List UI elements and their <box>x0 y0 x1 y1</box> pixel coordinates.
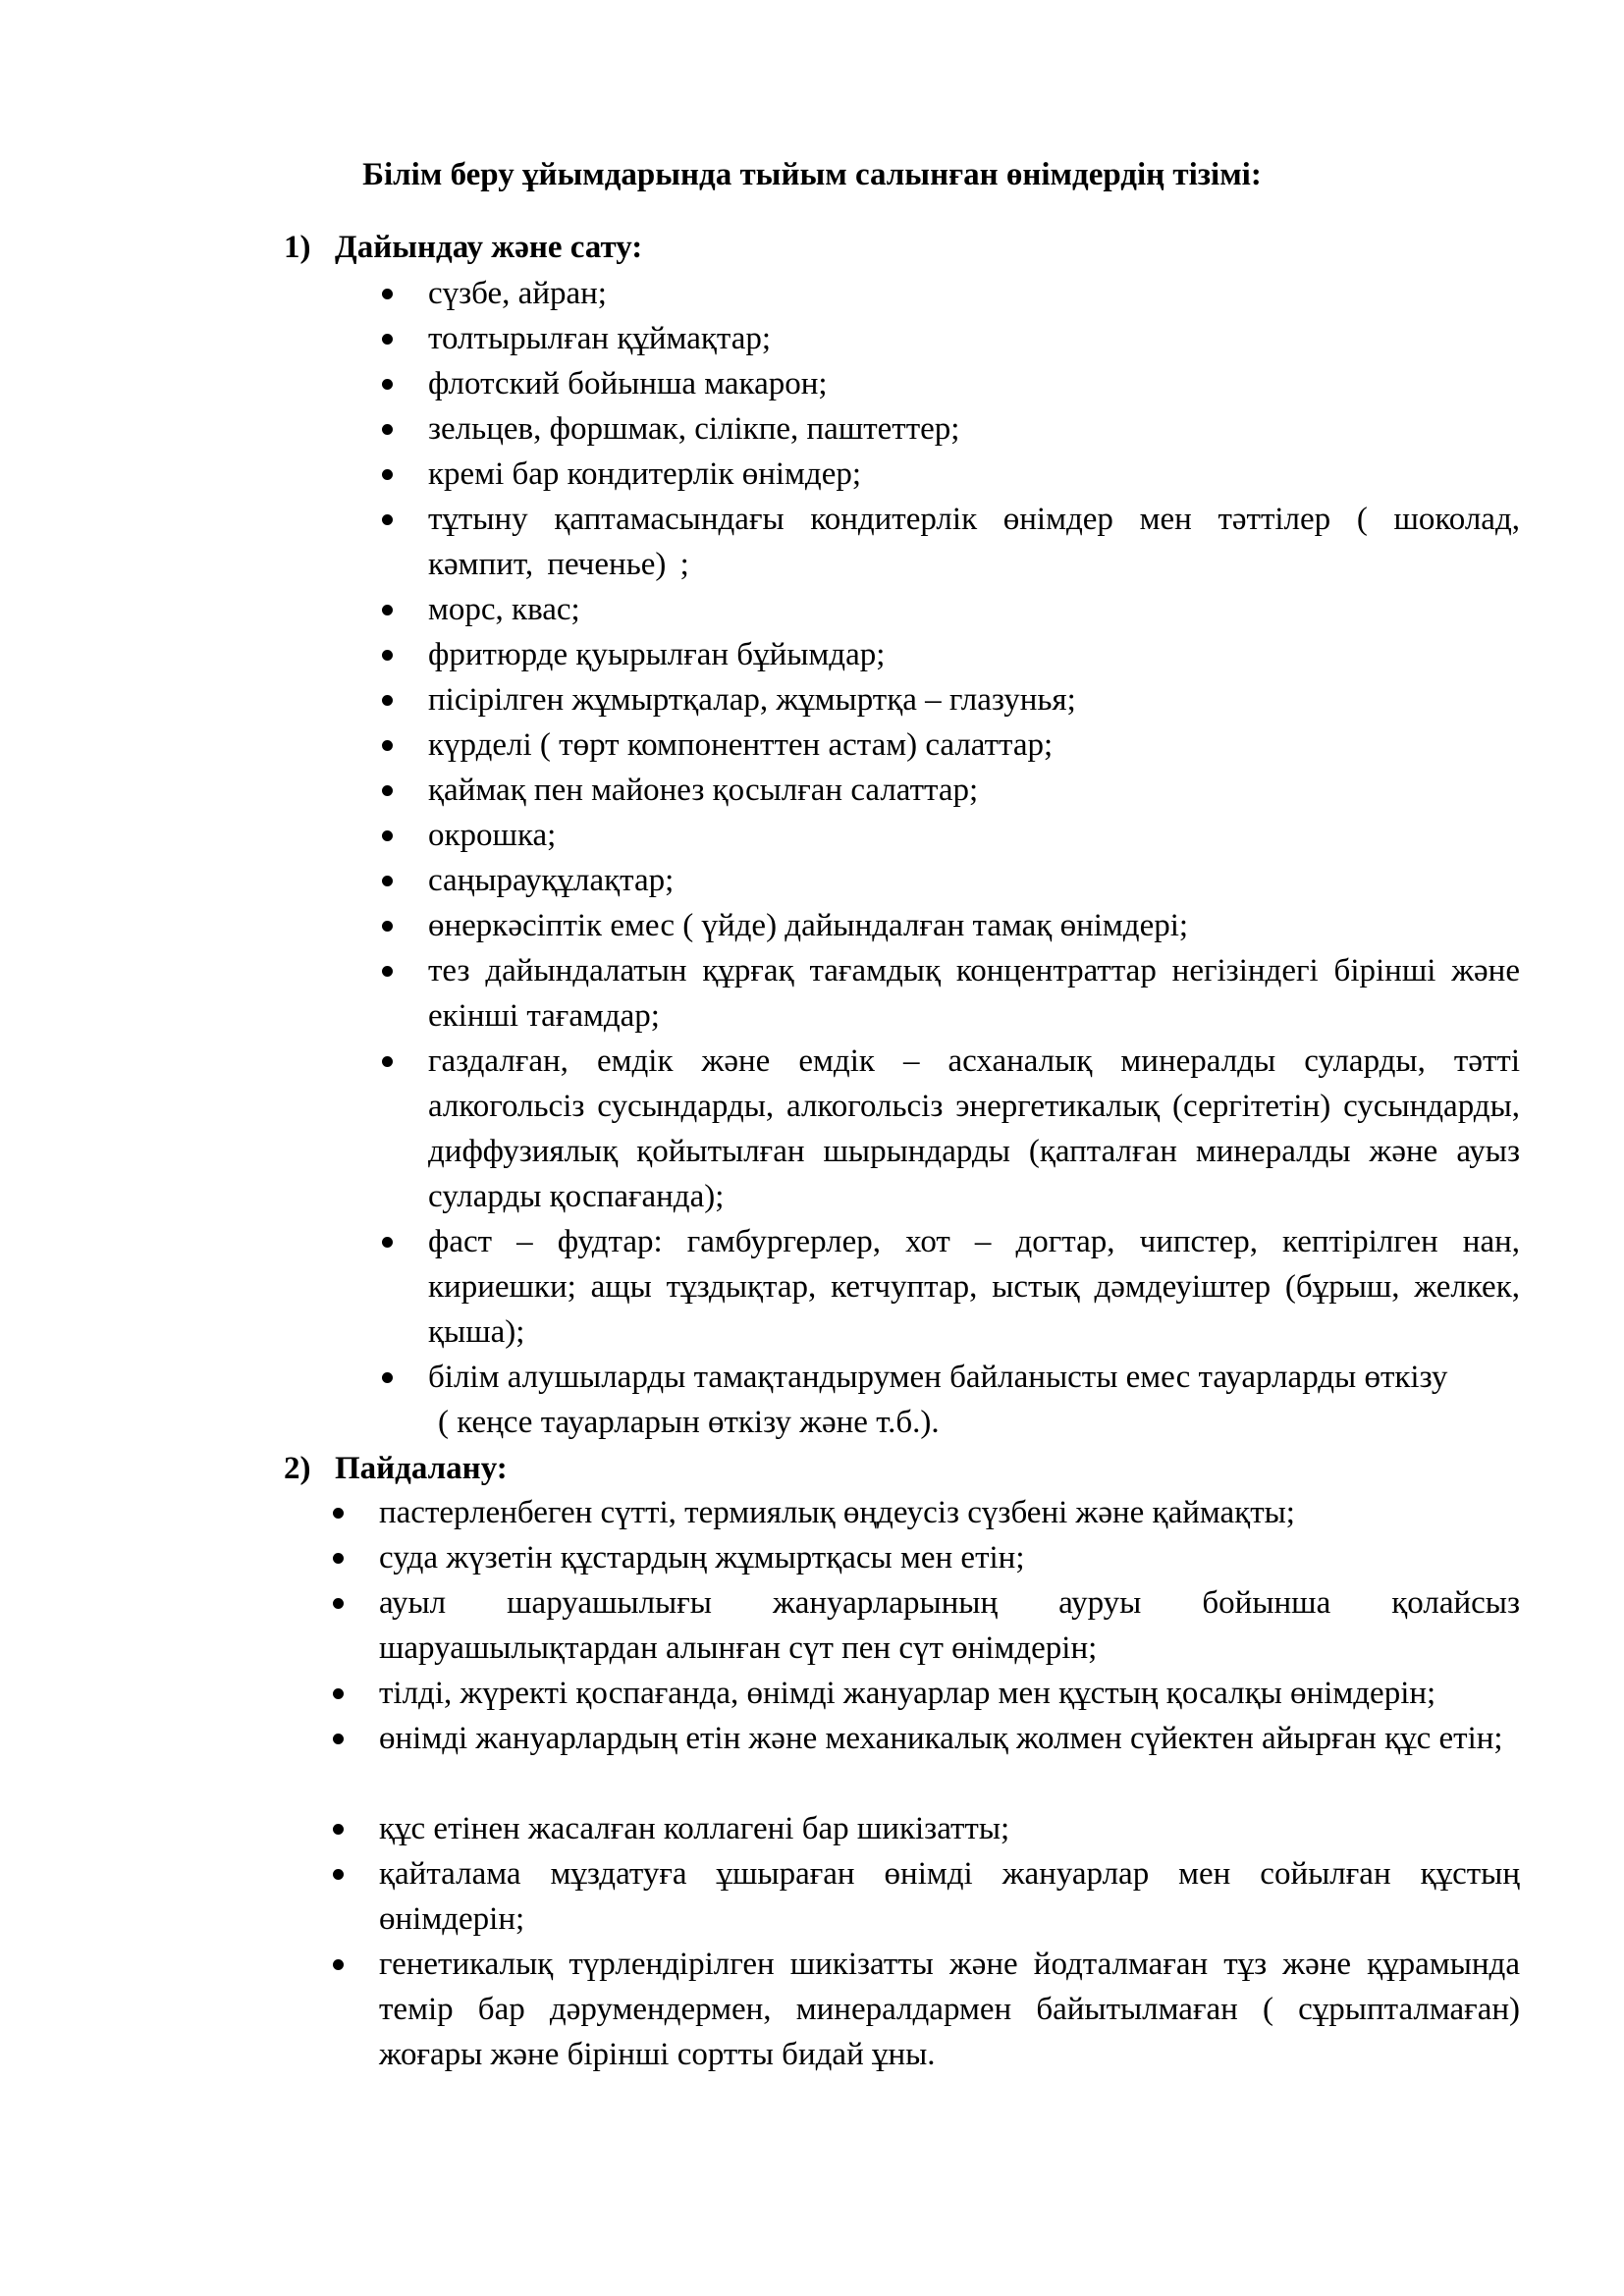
list-item: зельцев, форшмак, сілікпе, паштеттер; <box>428 406 1520 452</box>
list-item: флотский бойынша макарон; <box>428 361 1520 406</box>
bullet-icon <box>382 271 394 316</box>
list-item: күрделі ( төрт компоненттен астам) салаттар; <box>428 722 1520 768</box>
list-item: пастерленбеген сүтті, термиялық өңдеусіз сүзбені және қаймақты; <box>379 1490 1520 1535</box>
list-item: морс, квас; <box>428 587 1520 632</box>
section-number: 1) <box>284 230 311 265</box>
list-item: суда жүзетін құстардың жұмыртқасы мен етін; <box>379 1535 1520 1580</box>
bullet-icon <box>382 768 394 813</box>
list-item-continuation: ( кеңсе тауарларын өткізу және т.б.). <box>438 1405 940 1440</box>
bullet-icon <box>382 1219 394 1264</box>
bullet-icon <box>382 632 394 677</box>
bullet-icon <box>333 1942 345 1987</box>
bullet-icon <box>333 1490 345 1535</box>
bullet-icon <box>382 587 394 632</box>
list-item: қайталама мұздатуға ұшыраған өнімді жануарлар мен сойылған құстың өнімдерін; <box>379 1851 1520 1942</box>
section-title: Пайдалану: <box>335 1451 508 1486</box>
bullet-icon <box>382 858 394 903</box>
list-item: кремі бар кондитерлік өнімдер; <box>428 452 1520 497</box>
bullet-icon <box>382 677 394 722</box>
list-item: білім алушыларды тамақтандырумен байланысты емес тауарларды өткізу <box>428 1355 1520 1400</box>
list-item: сүзбе, айран; <box>428 271 1520 316</box>
list-item: өнеркәсіптік емес ( үйде) дайындалған тамақ өнімдері; <box>428 903 1520 948</box>
list-item: қаймақ пен майонез қосылған салаттар; <box>428 768 1520 813</box>
list-item: генетикалық түрлендірілген шикізатты және йодталмаған тұз және құрамында темір бар дәрумендермен, минералдармен байытылмаған ( сұрыпталмаған) жоғары және бірінші сортты бидай ұны. <box>379 1942 1520 2077</box>
section-title: Дайындау және сату: <box>335 230 643 265</box>
bullet-icon <box>333 1580 345 1626</box>
bullet-icon <box>382 1355 394 1400</box>
list-item: фритюрде қуырылған бұйымдар; <box>428 632 1520 677</box>
bullet-icon <box>382 903 394 948</box>
bullet-icon <box>382 497 394 542</box>
bullet-icon <box>382 406 394 452</box>
list-item: тілді, жүректі қоспағанда, өнімді жануарлар мен құстың қосалқы өнімдерін; <box>379 1671 1520 1716</box>
bullet-icon <box>382 1039 394 1084</box>
bullet-icon <box>333 1716 345 1761</box>
list-item: ауыл шаруашылығы жануарларының ауруы бойынша қолайсыз шаруашылықтардан алынған сүт пен сүт өнімдерін; <box>379 1580 1520 1671</box>
section-number: 2) <box>284 1451 311 1486</box>
bullet-icon <box>382 813 394 858</box>
bullet-icon <box>382 316 394 361</box>
list-item: саңырауқұлақтар; <box>428 858 1520 903</box>
bullet-icon <box>382 452 394 497</box>
bullet-icon <box>333 1851 345 1896</box>
list-item: өнімді жануарлардың етін және механикалық жолмен сүйектен айырған құс етін; <box>379 1716 1520 1761</box>
bullet-icon <box>382 722 394 768</box>
list-item: газдалған, емдік және емдік – асханалық минералды суларды, тәтті алкогольсіз сусындарды, алкогольсіз энергетикалық (сергітетін) сусындарды, диффузиялық қойытылған шырындарды (қапталған минералды және ауыз суларды қоспағанда); <box>428 1039 1520 1219</box>
list-item: тұтыну қаптамасындағы кондитерлік өнімдер мен тәттілер ( шоколад, кәмпит, печенье) ; <box>428 497 1520 587</box>
bullet-icon <box>333 1671 345 1716</box>
list-item: құс етінен жасалған коллагені бар шикізатты; <box>379 1806 1520 1851</box>
bullet-icon <box>333 1806 345 1851</box>
bullet-icon <box>382 361 394 406</box>
document-title: Білім беру ұйымдарында тыйым салынған өнімдердің тізімі: <box>362 157 1262 192</box>
list-item: тез дайындалатын құрғақ тағамдық концентраттар негізіндегі бірінші және екінші тағамдар; <box>428 948 1520 1039</box>
bullet-icon <box>382 948 394 993</box>
list-item: толтырылған құймақтар; <box>428 316 1520 361</box>
list-item: пісірілген жұмыртқалар, жұмыртқа – глазунья; <box>428 677 1520 722</box>
list-item: окрошка; <box>428 813 1520 858</box>
bullet-icon <box>333 1535 345 1580</box>
list-item: фаст – фудтар: гамбургерлер, хот – догтар, чипстер, кептірілген нан, кириешки; ащы тұздықтар, кетчуптар, ыстық дәмдеуіштер (бұрыш, желкек, қыша); <box>428 1219 1520 1355</box>
